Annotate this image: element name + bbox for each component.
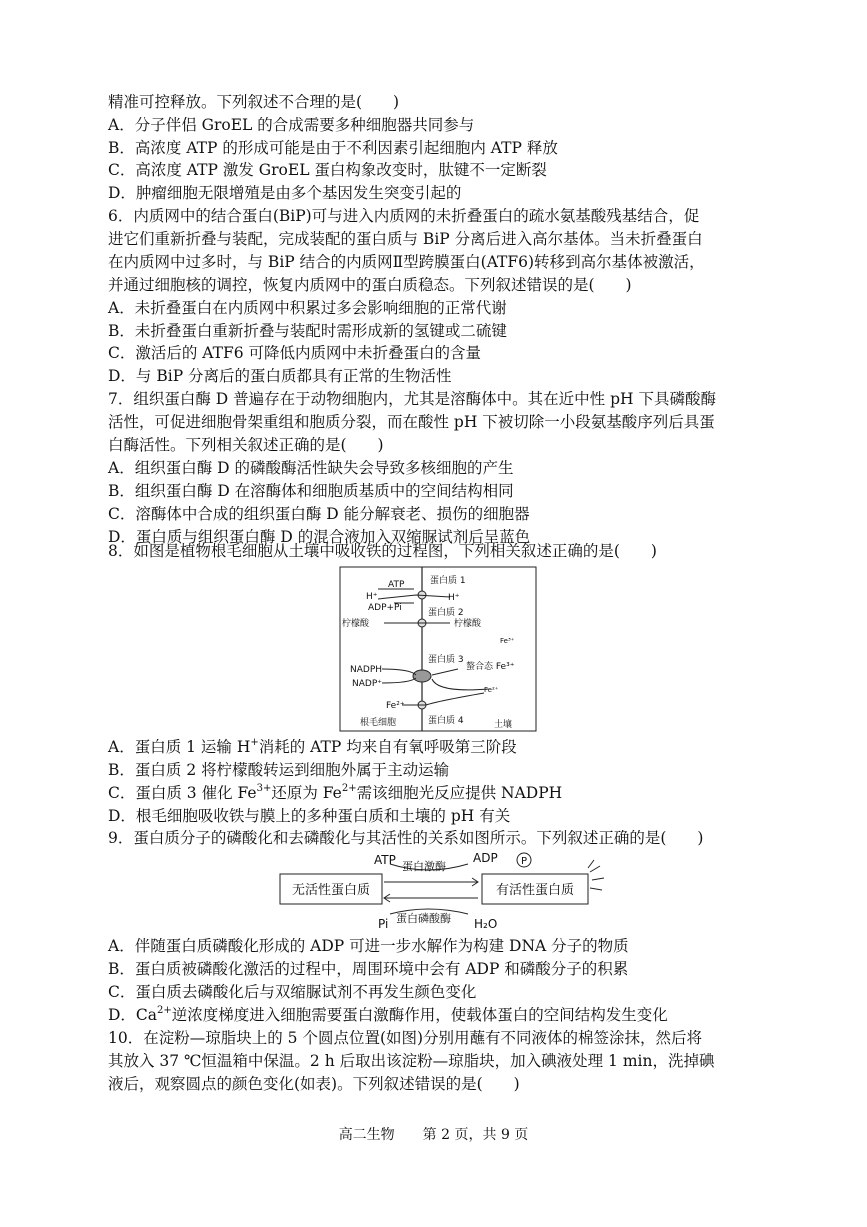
q7-option-b: B．组织蛋白酶 D 在溶酶体和细胞质基质中的空间结构相同: [108, 482, 514, 500]
kinase-label: 蛋白激酶: [402, 860, 446, 873]
q7-option-d: D．蛋白质与组织蛋白酶 D 的混合液加入双缩脲试剂后呈蓝色: [108, 528, 531, 546]
q5-option-b: B．高浓度 ATP 的形成可能是由于不利因素引起细胞内 ATP 释放: [108, 139, 558, 157]
citrate-in-label: 柠檬酸: [342, 619, 370, 629]
root-hair-iron-uptake-diagram: [338, 565, 538, 733]
q7-stem: 白酶活性。下列相关叙述正确的是( ): [108, 436, 384, 454]
adp-pi-label: ADP+Pi: [368, 603, 402, 613]
h-out-label: H⁺: [448, 593, 460, 603]
q7-stem: 7．组织蛋白酶 D 普遍存在于动物细胞内，尤其是溶酶体中。其在近中性 pH 下具磷酸酶: [108, 390, 716, 408]
q8-stem: 8．如图是植物根毛细胞从土壤中吸收铁的过程图，下列相关叙述正确的是( ): [108, 542, 657, 560]
fe3-soil-label: Fe³⁺: [500, 637, 515, 645]
protein3-enzyme: [413, 670, 431, 682]
cell-label: 根毛细胞: [360, 718, 397, 728]
text-line: 精准可控释放。下列叙述不合理的是( ): [108, 93, 400, 111]
q5-option-a: A．分子伴侣 GroEL 的合成需要多种细胞器共同参与: [108, 116, 475, 134]
q6-stem: 进它们重新折叠与装配，完成装配的蛋白质与 BiP 分离后进入高尔基体。当未折叠蛋白: [108, 230, 703, 248]
q7-option-a: A．组织蛋白酶 D 的磷酸酶活性缺失会导致多核细胞的产生: [108, 459, 514, 477]
q6-option-d: D．与 BiP 分离后的蛋白质都具有正常的生物活性: [108, 367, 452, 385]
q8-option-d: D．根毛细胞吸收铁与膜上的多种蛋白质和土壤的 pH 有关: [108, 807, 511, 825]
citrate-out-label: 柠檬酸: [454, 619, 482, 629]
h-in-label: H⁺: [366, 592, 378, 602]
phosphorylation-cycle-diagram: [278, 848, 608, 932]
protein3-label: 蛋白质 3: [428, 655, 464, 665]
q8-option-c: C．蛋白质 3 催化 $Fe^{3+}$还原为 $Fe^{2+}$需该细胞光反应提供 NADPH: [108, 783, 563, 802]
h2o-label: H₂O: [474, 917, 498, 931]
q9-option-d: D．$Ca^{2+}$逆浓度梯度进入细胞需要蛋白激酶作用，使载体蛋白的空间结构发生变化: [108, 1005, 668, 1024]
protein4-label: 蛋白质 4: [428, 716, 464, 726]
phosphatase-label: 蛋白磷酸酶: [396, 912, 451, 925]
protein1-label: 蛋白质 1: [430, 576, 466, 586]
active-protein-label: 有活性蛋白质: [495, 883, 575, 898]
soil-label: 土壤: [494, 720, 513, 730]
q6-stem: 在内质网中过多时，与 BiP 结合的内质网Ⅱ型跨膜蛋白(ATF6)转移到高尔基体被激活，: [108, 253, 705, 271]
q5-option-c: C．高浓度 ATP 激发 GroEL 蛋白构象改变时，肽键不一定断裂: [108, 161, 547, 179]
fe2-in-label: Fe²⁺: [386, 701, 405, 711]
q8-option-b: B．蛋白质 2 将柠檬酸转运到细胞外属于主动运输: [108, 761, 450, 779]
q10-stem: 10．在淀粉—琼脂块上的 5 个圆点位置(如图)分别用蘸有不同液体的棉签涂抹，然后将: [108, 1029, 703, 1047]
q10-stem: 其放入 37 ℃恒温箱中保温。2 h 后取出该淀粉—琼脂块，加入碘液处理 1 min，洗掉碘: [108, 1052, 715, 1070]
q7-stem: 活性，可促进细胞骨架重组和胞质分裂，而在酸性 pH 下被切除一小段氨基酸序列后具蛋: [108, 413, 715, 431]
nadph-label: NADPH: [350, 665, 383, 675]
fe2-uptake-arrow: [402, 693, 484, 705]
q6-stem: 6．内质网中的结合蛋白(BiP)可与进入内质网的未折叠蛋白的疏水氨基酸残基结合，促: [108, 207, 700, 225]
inactive-protein-label: 无活性蛋白质: [291, 883, 371, 898]
h-transport-arrow: [378, 595, 450, 599]
q9-stem: 9．蛋白质分子的磷酸化和去磷酸化与其活性的关系如图所示。下列叙述正确的是( ): [108, 829, 704, 847]
q10-stem: 液后，观察圆点的颜色变化(如表)。下列叙述错误的是( ): [108, 1075, 520, 1093]
protein2-label: 蛋白质 2: [428, 608, 464, 618]
q6-option-b: B．未折叠蛋白重新折叠与装配时需形成新的氢键或二硫键: [108, 322, 507, 340]
q7-option-c: C．溶酶体中合成的组织蛋白酶 D 能分解衰老、损伤的细胞器: [108, 505, 530, 523]
atp-label: ATP: [388, 580, 405, 590]
nadp-label: NADP⁺: [352, 679, 382, 689]
q9-option-a: A．伴随蛋白质磷酸化形成的 ADP 可进一步水解作为构建 DNA 分子的物质: [108, 937, 629, 955]
q8-option-a: A．蛋白质 1 运输 H+消耗的 ATP 均来自有氧呼吸第三阶段: [108, 737, 517, 756]
q9-option-c: C．蛋白质去磷酸化后与双缩脲试剂不再发生颜色变化: [108, 983, 477, 1001]
q5-option-d: D．肿瘤细胞无限增殖是由多个基因发生突变引起的: [108, 184, 462, 202]
q9-option-b: B．蛋白质被磷酸化激活的过程中，周围环境中会有 ADP 和磷酸分子的积累: [108, 960, 629, 978]
q6-stem: 并通过细胞核的调控，恢复内质网中的蛋白质稳态。下列叙述错误的是( ): [108, 276, 632, 294]
q6-option-c: C．激活后的 ATF6 可降低内质网中未折叠蛋白的含量: [108, 344, 482, 362]
pi-label: Pi: [378, 917, 389, 931]
activity-rays: [588, 860, 604, 890]
adp-label: ADP: [473, 851, 498, 865]
chelate-fe3-label: 螯合态 Fe³⁺: [466, 662, 515, 672]
phosphatase-arrow: [384, 894, 478, 902]
q6-option-a: A．未折叠蛋白在内质网中积累过多会影响细胞的正常代谢: [108, 299, 507, 317]
phosphate-label: P: [520, 856, 528, 867]
kinase-arrow: [384, 878, 478, 886]
page-footer: 高二生物 第 2 页，共 9 页: [338, 1127, 529, 1143]
atp-label: ATP: [374, 853, 396, 867]
fe2-out-label: Fe²⁺: [484, 686, 499, 694]
